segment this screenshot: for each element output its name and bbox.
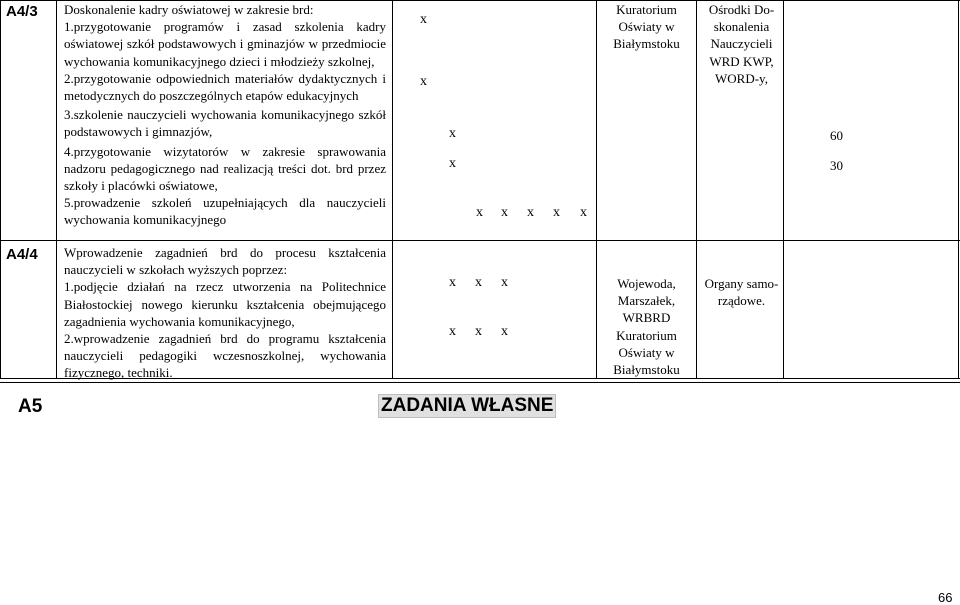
responsible-line: Białymstoku xyxy=(613,362,680,378)
partner-units xyxy=(684,1,799,87)
description-item: 2.wprowadzenie zagadnień brd do programu kształcenia nauczycieli pedagogiki wczesnoszkolnej, wychowania fizycznego, techniki. xyxy=(64,331,386,381)
partner-line: WRD KWP, xyxy=(709,53,774,69)
responsible-line: Oświaty w xyxy=(618,344,675,360)
schedule-mark: x xyxy=(420,12,427,27)
schedule-mark: x xyxy=(501,205,508,220)
row-code: A4/4 xyxy=(6,246,38,263)
partner-units xyxy=(684,275,799,309)
description-heading: Doskonalenie kadry oświatowej w zakresie brd: xyxy=(64,2,314,17)
responsible-line: Kuratorium xyxy=(616,327,677,343)
description-item: 1.podjęcie działań na rzecz utworzenia na Politechnice Białostockiej nowego kierunku kształcenia obejmującego zagadnienia wychowania komunikacyjnego, xyxy=(64,279,386,329)
description-item: 3.szkolenie nauczycieli wychowania komunikacyjnego szkół podstawowych i gimnazjów, xyxy=(64,107,386,140)
schedule-mark: x xyxy=(501,324,508,339)
responsible-line: Białymstoku xyxy=(613,36,680,52)
page-number: 66 xyxy=(938,590,953,605)
schedule-mark: x xyxy=(475,275,482,290)
schedule-mark: x xyxy=(420,74,427,89)
amount: 60 xyxy=(830,128,843,143)
schedule-mark: x xyxy=(553,205,560,220)
row-code: A4/3 xyxy=(6,3,38,20)
partner-line: rządowe. xyxy=(717,293,766,309)
responsible-line: Marszałek, xyxy=(617,293,676,309)
section-code: A5 xyxy=(18,396,43,417)
description-item: 1.przygotowanie programów i zasad szkolenia kadry oświatowej szkół podstawowych i gminazjów w przedmiocie wychowania komunikacyjnego dzieci i młodzieży szkolnej, xyxy=(64,19,386,69)
schedule-mark: x xyxy=(476,205,483,220)
responsible-unit xyxy=(597,1,696,53)
responsible-line: Oświaty w xyxy=(618,19,675,35)
partner-line: Ośrodki Do- xyxy=(708,2,775,17)
responsible-line: WRBRD xyxy=(622,310,671,326)
schedule-mark: x xyxy=(449,126,456,141)
partner-line: Nauczycieli xyxy=(710,36,773,52)
description-item: 2.przygotowanie odpowiednich materiałów dydaktycznych i metodycznych do poszczególnych etapów edukacyjnych xyxy=(64,70,386,104)
description-item: 4.przygotowanie wizytatorów w zakresie sprawowania nadzoru pedagogicznego nad realizacją treści dot. brd przez szkoły i placówki oświatowe, xyxy=(64,143,386,194)
schedule-mark: x xyxy=(501,275,508,290)
partner-line: WORD-y, xyxy=(715,70,768,86)
responsible-line: Kuratorium xyxy=(616,2,677,17)
partner-line: skonalenia xyxy=(713,19,770,35)
schedule-mark: x xyxy=(475,324,482,339)
task-description xyxy=(64,244,386,382)
partner-line: Organy samo- xyxy=(704,276,779,291)
responsible-line: Wojewoda, xyxy=(617,276,676,291)
amount: 30 xyxy=(830,158,843,173)
description-item: 5.prowadzenie szkoleń uzupełniających dla nauczycieli wychowania komunikacyjnego xyxy=(64,195,386,228)
description-heading: Wprowadzenie zagadnień brd do procesu kształcenia nauczycieli w szkołach wyższych poprzez: xyxy=(64,245,386,278)
schedule-mark: x xyxy=(449,156,456,171)
schedule-mark: x xyxy=(580,205,587,220)
schedule-mark: x xyxy=(449,324,456,339)
schedule-mark: x xyxy=(527,205,534,220)
section-title: ZADANIA WŁASNE xyxy=(378,394,556,418)
responsible-unit xyxy=(597,275,696,378)
task-description xyxy=(64,1,386,229)
schedule-mark: x xyxy=(449,275,456,290)
